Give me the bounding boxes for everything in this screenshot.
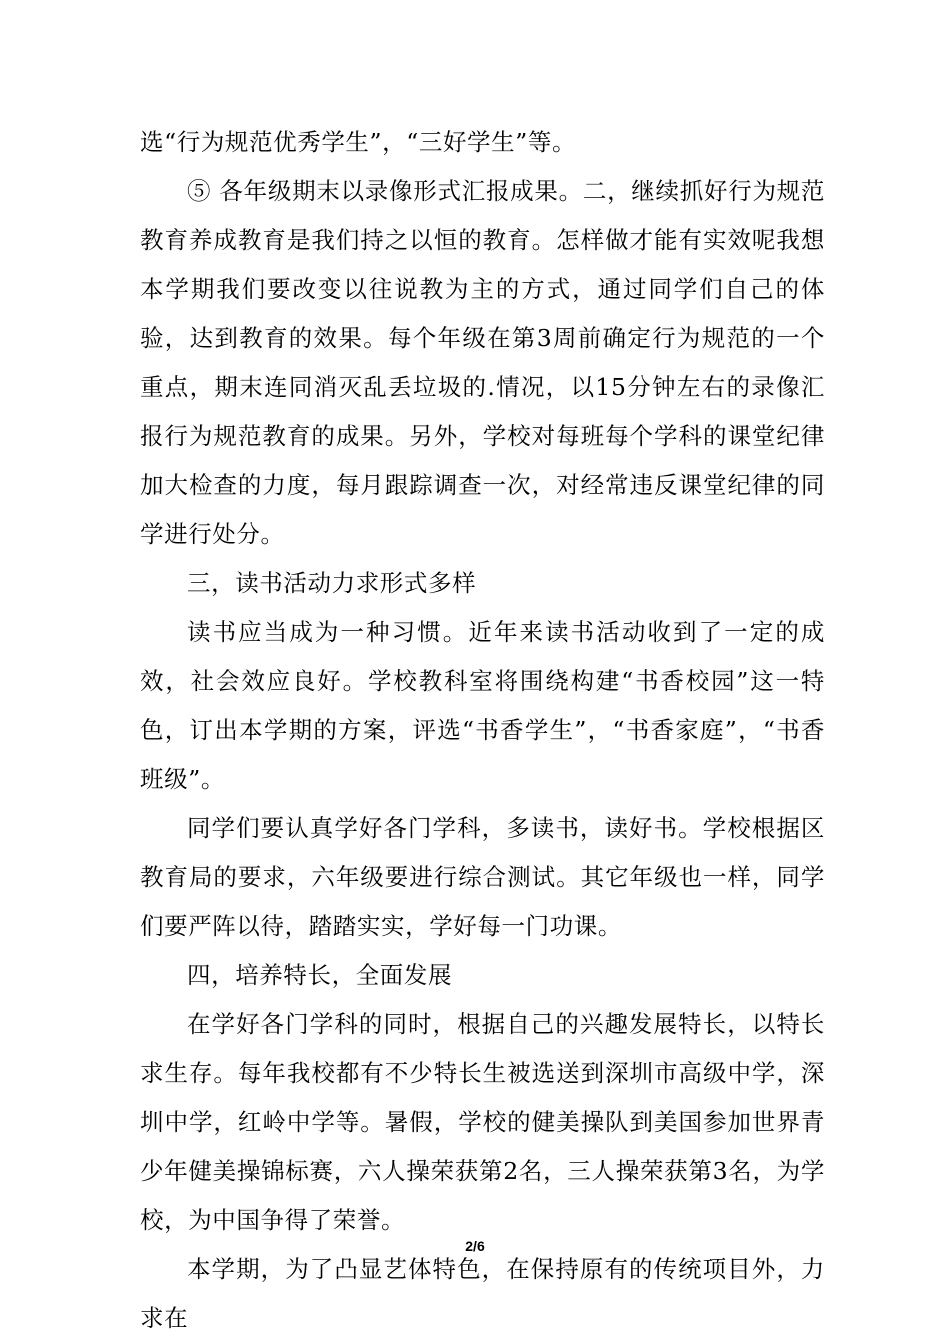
- paragraph-1: 选“行为规范优秀学生”，“三好学生”等。: [140, 128, 577, 156]
- paragraph-2: ⑤ 各年级期末以录像形式汇报成果。二，继续抓好行为规范教育养成教育是我们持之以恒的教育。怎样做才能有实效呢我想本学期我们要改变以往说教为主的方式，通过同学们自己的体验，达到教育的效果。每个年级在第3周前确定行为规范的一个重点，期末连同消灭乱丢垃圾的.情况，以15分钟左右的录像汇报行为规范教育的成果。另外，学校对每班每个学科的课堂纪律加大检查的力度，每月跟踪调查一次，对经常违反课堂纪律的同学进行处分。: [140, 177, 825, 548]
- paragraph-5: 同学们要认真学好各门学科，多读书，读好书。学校根据区教育局的要求，六年级要进行综合测试。其它年级也一样，同学们要严阵以待，踏踏实实，学好每一门功课。: [140, 814, 825, 940]
- section-heading-3: 三，读书活动力求形式多样: [187, 569, 477, 597]
- page-number: 2/6: [465, 1238, 485, 1254]
- section-heading-4: 四，培养特长，全面发展: [187, 961, 453, 989]
- paragraph-8: 本学期，为了凸显艺体特色，在保持原有的传统项目外，力求在: [140, 1255, 825, 1332]
- paragraph-4: 读书应当成为一种习惯。近年来读书活动收到了一定的成效，社会效应良好。学校教科室将围绕构建“书香校园”这一特色，订出本学期的方案，评选“书香学生”，“书香家庭”，“书香班级”。: [140, 618, 825, 793]
- document-body: [140, 118, 825, 1343]
- paragraph-7: 在学好各门学科的同时，根据自己的兴趣发展特长，以特长求生存。每年我校都有不少特长生被选送到深圳市高级中学，深圳中学，红岭中学等。暑假，学校的健美操队到美国参加世界青少年健美操锦标赛，六人操荣获第2名，三人操荣获第3名，为学校，为中国争得了荣誉。: [140, 1010, 825, 1234]
